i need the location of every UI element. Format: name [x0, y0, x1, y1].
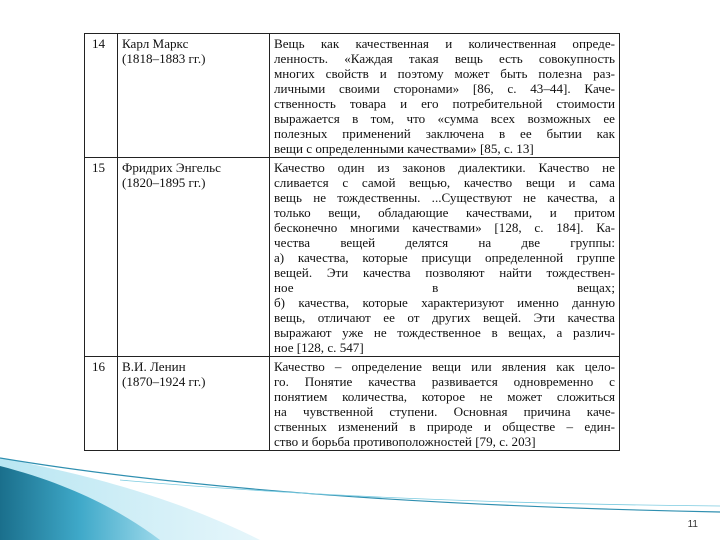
definition-line: Вещь как качественная и количественная опреде-: [274, 36, 615, 51]
definition-line: ство и борьба противоположностей [79, с. 203]: [274, 434, 536, 449]
table-row: [85, 158, 620, 357]
author-cell: [118, 357, 270, 451]
definition-line: вещи с определенными качествами» [85, с. 13]: [274, 141, 534, 156]
definition-line: выражают уже не тождественное в вещах, а различ-: [274, 325, 615, 340]
definition-line: Качество – определение вещи или явления как цело-: [274, 359, 615, 374]
author-cell: [118, 158, 270, 357]
author-name: Карл Маркс: [122, 36, 189, 51]
definition-line: бесконечно многими качествами» [128, с. 184]. Ка-: [274, 220, 615, 235]
table-row: [85, 34, 620, 158]
definition-cell: [270, 357, 620, 451]
definition-line: го. Понятие качества развивается одновременно с: [274, 374, 615, 389]
definition-line: ственность товара и его потребительной стоимости: [274, 96, 615, 111]
decorative-swoosh: [0, 440, 720, 540]
author-cell: [118, 34, 270, 158]
definition-line: на чувственной ступени. Основная причина каче-: [274, 404, 615, 419]
row-number: 16: [85, 357, 118, 451]
author-years: (1870–1924 гг.): [122, 374, 206, 389]
definition-line: сливается с самой вещью, качество вещи и сама: [274, 175, 615, 190]
definition-line: полезных применений заключена в ее бытии как: [274, 126, 615, 141]
definition-line: понятием количества, которое не может сложиться: [274, 389, 615, 404]
page-number: 11: [687, 519, 698, 530]
author-years: (1820–1895 гг.): [122, 175, 206, 190]
row-number: 14: [85, 34, 118, 158]
definition-line: личными своими сторонами» [86, с. 43–44]. Каче-: [274, 81, 615, 96]
definition-line: многих свойств и поэтому может быть полезна раз-: [274, 66, 615, 81]
definition-line: только вещи, обладающие качествами, и притом: [274, 205, 615, 220]
definition-line: а) качества, которые присущи определенной группе: [274, 250, 615, 265]
definition-line: ственных изменений в природе и обществе – един-: [274, 419, 615, 434]
definition-line: ное [128, с. 547]: [274, 340, 364, 355]
definition-line: вещь, отличают ее от других вещей. Эти качества: [274, 310, 615, 325]
definition-line: ное в вещах;: [274, 280, 615, 295]
author-name: В.И. Ленин: [122, 359, 186, 374]
definition-line: б) качества, которые характеризуют именно данную: [274, 295, 615, 310]
definition-cell: [270, 158, 620, 357]
swoosh-line-2: [120, 480, 720, 506]
definition-line: вещей. Эти качества позволяют найти тождествен-: [274, 265, 615, 280]
definition-cell: [270, 34, 620, 158]
definition-line: ленность. «Каждая такая вещь есть совокупность: [274, 51, 615, 66]
author-years: (1818–1883 гг.): [122, 51, 206, 66]
author-name: Фридрих Энгельс: [122, 160, 221, 175]
definition-line: Качество один из законов диалектики. Качество не: [274, 160, 615, 175]
row-number: 15: [85, 158, 118, 357]
definition-line: выражается в том, что «сумма всех возможных ее: [274, 111, 615, 126]
table-row: [85, 357, 620, 451]
definitions-table: [84, 33, 620, 451]
definition-line: вещь не тождественны. ...Существуют не качества, а: [274, 190, 615, 205]
definition-line: чества вещей делятся на две группы:: [274, 235, 615, 250]
